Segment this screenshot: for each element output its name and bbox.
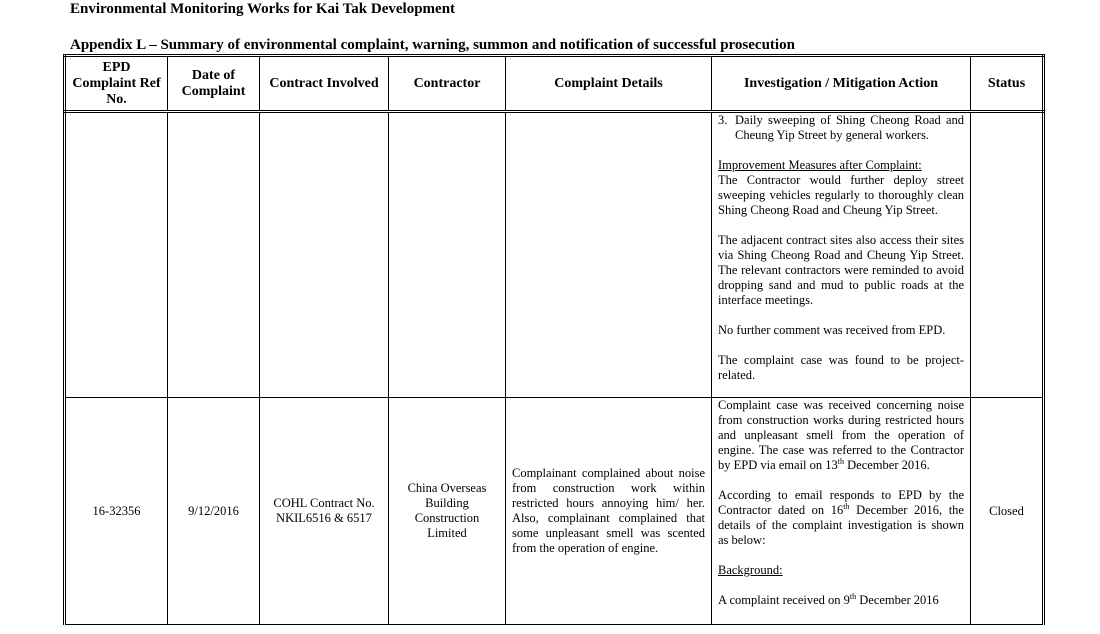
cell-investigation: [712, 398, 971, 625]
cell-contractor: China Overseas Building Construction Limited: [389, 398, 506, 625]
cell-contract: COHL Contract No. NKIL6516 & 6517: [260, 398, 389, 625]
list-number: 3.: [718, 113, 728, 127]
no-further-text: No further comment was received from EPD.: [718, 323, 946, 337]
appendix-title: Appendix L – Summary of environmental complaint, warning, summon and notification of successful prosecution: [70, 37, 795, 53]
cell-details: [506, 112, 712, 398]
cell-ref-no: 16-32356: [65, 398, 168, 625]
improvement-text: The Contractor would further deploy street sweeping vehicles regularly to thoroughly clean Shing Cheong Road and Cheung Yip Street.: [718, 173, 964, 217]
cell-contractor: [389, 112, 506, 398]
adjacent-text: The adjacent contract sites also access their sites via Shing Cheong Road and Cheung Yip Street. The relevant contractors were reminded to avoid dropping sand and mud to public roads at the interface meetings.: [718, 233, 964, 307]
header-contractor: Contractor: [389, 56, 506, 112]
investigation-paragraph-2: According to email responds to EPD by the Contractor dated on 16th December 2016, the details of the complaint investigation is shown as below:: [718, 488, 964, 547]
cell-status: Closed: [971, 398, 1044, 625]
cell-investigation: [712, 112, 971, 398]
improvement-heading: Improvement Measures after Complaint:: [718, 158, 922, 172]
cell-date: 9/12/2016: [168, 398, 260, 625]
investigation-paragraph-3: A complaint received on 9th December 2016: [718, 591, 939, 607]
header-date: Date of Complaint: [168, 56, 260, 112]
cell-details: Complainant complained about noise from construction work within restricted hours annoying him/ her. Also, complainant complained that some unpleasant smell was scented from the operation of engine.: [506, 398, 712, 625]
cell-date: [168, 112, 260, 398]
complaint-summary-table: [63, 54, 1045, 625]
header-contract: Contract Involved: [260, 56, 389, 112]
found-text: The complaint case was found to be project-related.: [718, 353, 964, 382]
list-text: Daily sweeping of Shing Cheong Road and Cheung Yip Street by general workers.: [735, 113, 964, 142]
investigation-paragraph-1: Complaint case was received concerning noise from construction works during restricted hours and unpleasant smell from the operation of engine. The case was referred to the Contractor by EPD via email on 13th December 2016.: [718, 398, 964, 472]
cell-contract: [260, 112, 389, 398]
header-ref-no: EPD Complaint Ref No.: [65, 56, 168, 112]
header-status: Status: [971, 56, 1044, 112]
table-header-row: [65, 56, 1044, 112]
list-item: [718, 113, 964, 143]
document-title: Environmental Monitoring Works for Kai Tak Development: [70, 1, 456, 17]
cell-status: [971, 112, 1044, 398]
table-row: [65, 398, 1044, 625]
header-complaint-details: Complaint Details: [506, 56, 712, 112]
cell-ref-no: [65, 112, 168, 398]
header-investigation: Investigation / Mitigation Action: [712, 56, 971, 112]
table-row: [65, 112, 1044, 398]
background-heading: Background:: [718, 563, 783, 577]
